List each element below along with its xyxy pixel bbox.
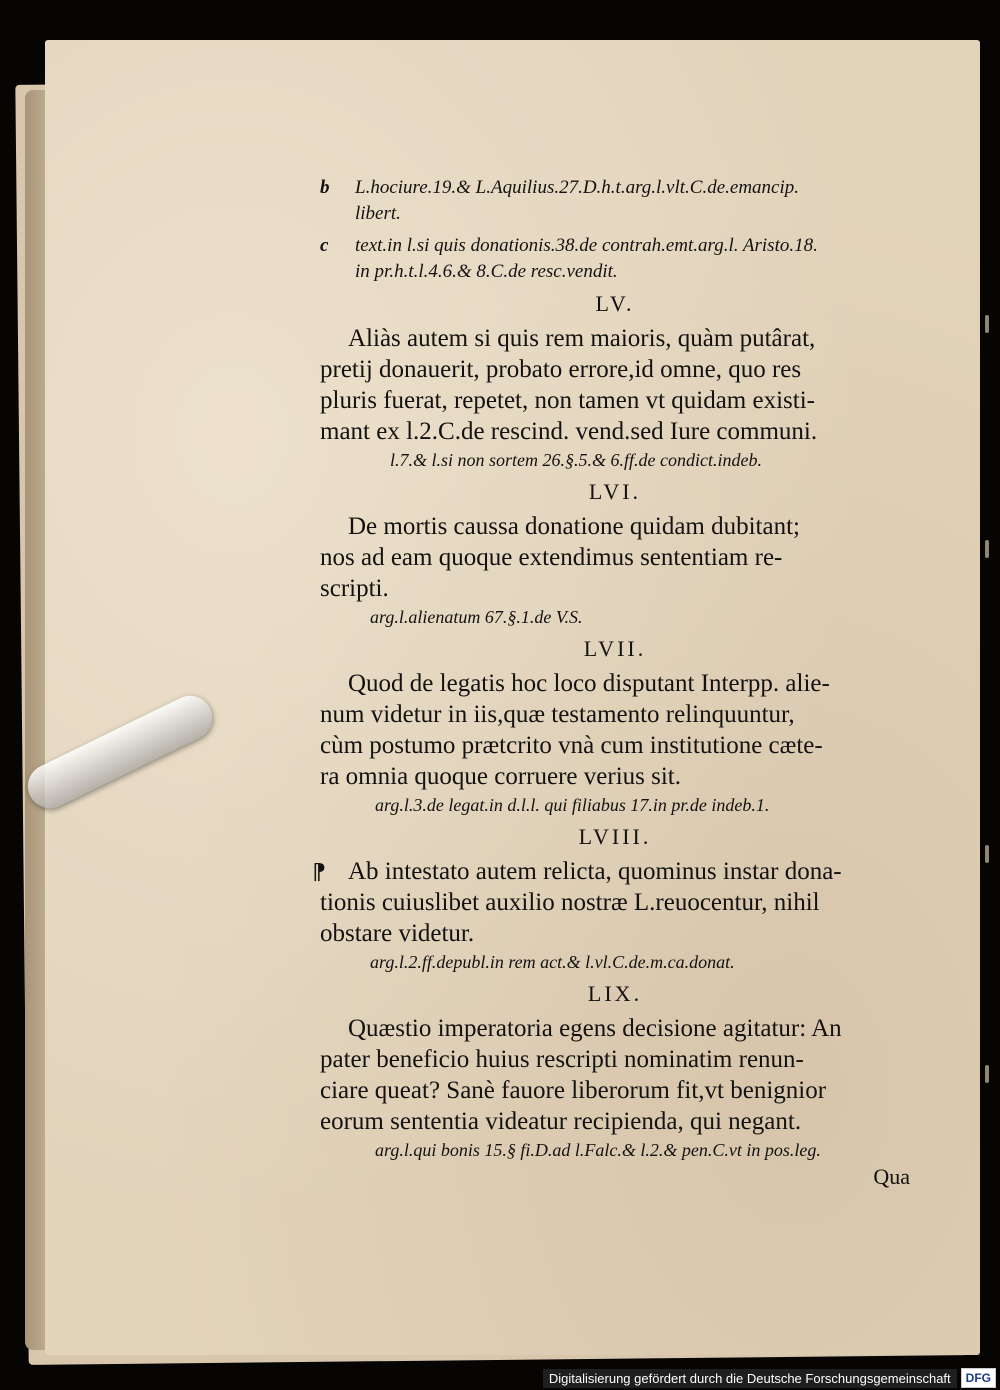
section-heading: LVII. <box>583 636 647 661</box>
paragraph-line: ciare queat? Sanè fauore liberorum fit,vt benignior <box>320 1077 827 1104</box>
paragraph-line: De mortis caussa donatione quidam dubitant; <box>348 513 800 540</box>
dfg-logo: DFG <box>961 1368 996 1388</box>
paragraph-line: cùm postumo prætcrito vnà cum institutione cæte- <box>320 732 823 759</box>
paragraph-line: tionis cuiuslibet auxilio nostræ L.reuocentur, nihil <box>320 889 820 916</box>
paragraph-line: num videtur in iis,quæ testamento relinquuntur, <box>320 701 795 728</box>
paragraph-line: ra omnia quoque corruere verius sit. <box>320 763 681 790</box>
citation: arg.l.alienatum 67.§.1.de V.S. <box>370 607 583 627</box>
section-lix <box>320 979 910 1163</box>
footnote-line: L.hociure.19.& L.Aquilius.27.D.h.t.arg.l.vlt.C.de.emancip. <box>355 177 800 198</box>
footnote-letter: c <box>320 235 329 256</box>
pilcrow-mark-icon: ⁋ <box>312 859 326 884</box>
footnote-b <box>320 175 910 227</box>
section-paragraph <box>312 856 910 949</box>
section-paragraph <box>320 1013 910 1137</box>
section-paragraph <box>320 668 910 792</box>
paragraph-line: pater beneficio huius rescripti nominatim renun- <box>320 1046 804 1073</box>
binding-stitch <box>985 315 989 333</box>
footnote-c <box>320 233 910 285</box>
section-lvi <box>320 477 910 630</box>
binding-stitch <box>985 540 989 558</box>
section-paragraph <box>320 511 910 604</box>
binding-stitch <box>985 1065 989 1083</box>
digitization-footer <box>543 1368 996 1388</box>
section-heading: LV. <box>595 291 635 316</box>
section-heading: LIX. <box>587 981 643 1006</box>
footnote-letter: b <box>320 177 330 198</box>
citation: l.7.& l.si non sortem 26.§.5.& 6.ff.de condict.indeb. <box>390 450 762 470</box>
section-heading: LVI. <box>588 479 642 504</box>
paragraph-line: Quod de legatis hoc loco disputant Interpp. alie- <box>348 670 830 697</box>
binding-stitch <box>985 845 989 863</box>
footnote-line: in pr.h.t.l.4.6.& 8.C.de resc.vendit. <box>355 261 618 282</box>
section-lvii <box>320 634 910 818</box>
citation: arg.l.qui bonis 15.§ fi.D.ad l.Falc.& l.2.& pen.C.vt in pos.leg. <box>375 1140 821 1160</box>
section-heading: LVIII. <box>578 824 652 849</box>
section-paragraph <box>320 323 910 447</box>
paragraph-line: nos ad eam quoque extendimus sententiam re- <box>320 544 783 571</box>
paragraph-line: pretij donauerit, probato errore,id omne, quo res <box>320 356 802 383</box>
citation: arg.l.2.ff.depubl.in rem act.& l.vl.C.de.m.ca.donat. <box>370 952 735 972</box>
catchword: Qua <box>873 1164 910 1189</box>
paragraph-line: mant ex l.2.C.de rescind. vend.sed Iure communi. <box>320 418 818 445</box>
citation: arg.l.3.de legat.in d.l.l. qui filiabus 17.in pr.de indeb.1. <box>375 795 770 815</box>
paragraph-line: scripti. <box>320 575 389 602</box>
footnote-line: text.in l.si quis donationis.38.de contrah.emt.arg.l. Aristo.18. <box>355 235 818 256</box>
footnote-line: libert. <box>355 203 401 224</box>
page-text <box>312 175 910 1191</box>
section-lv <box>320 289 910 473</box>
paragraph-line: Ab intestato autem relicta, quominus instar dona- <box>348 858 842 885</box>
paragraph-line: Aliàs autem si quis rem maioris, quàm putârat, <box>348 325 816 352</box>
funding-notice: Digitalisierung gefördert durch die Deutsche Forschungsgemeinschaft <box>543 1369 957 1388</box>
paragraph-line: obstare videtur. <box>320 920 475 947</box>
paragraph-line: eorum sententia videatur recipienda, qui negant. <box>320 1108 802 1135</box>
paragraph-line: Quæstio imperatoria egens decisione agitatur: An <box>348 1015 842 1042</box>
paragraph-line: pluris fuerat, repetet, non tamen vt quidam existi- <box>320 387 815 414</box>
section-lviii <box>312 822 910 975</box>
